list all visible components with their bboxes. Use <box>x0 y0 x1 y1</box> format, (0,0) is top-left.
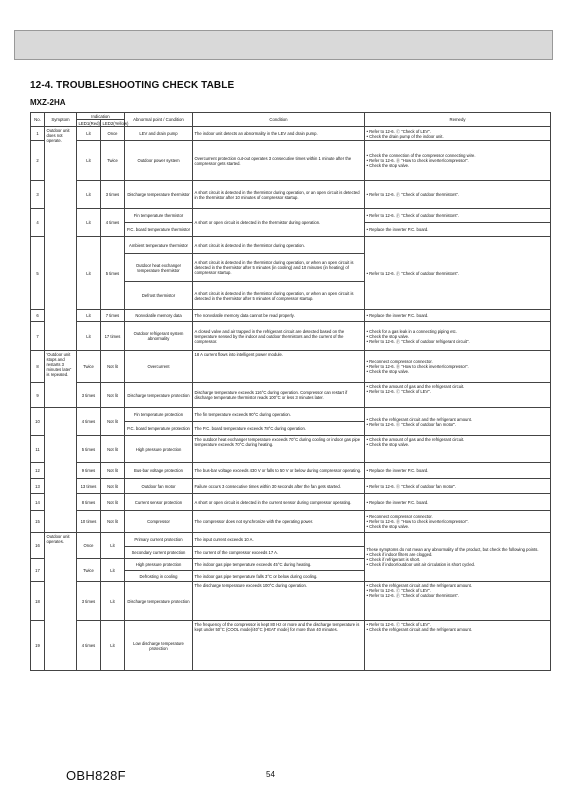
troubleshooting-table <box>30 112 551 671</box>
table-row <box>31 436 551 463</box>
remedy-cell: • Refer to 12-6. Ⓕ "Check of outdoor thermistors". <box>365 181 551 209</box>
led1-cell: Lit <box>77 181 101 209</box>
table-row <box>31 511 551 533</box>
condition-cell: The indoor unit detects an abnormality in the LEV and drain pump. <box>193 127 365 141</box>
abnormal-cell: High pressure protection <box>125 559 193 571</box>
led1-cell: Lit <box>77 322 101 351</box>
abnormal-cell: Defrosting in cooling <box>125 571 193 582</box>
header-led1: LED1(Red) <box>78 120 100 126</box>
table-row <box>31 621 551 671</box>
led1-cell: Lit <box>77 127 101 141</box>
header-condition: Condition <box>193 113 365 127</box>
table-row <box>31 383 551 408</box>
condition-cell: A short or open circuit is detected in the current sensor during compressor operating. <box>193 494 365 511</box>
remedy-cell: • Check the amount of gas and the refrigerant circuit. • Check the stop valve. <box>365 436 551 463</box>
remedy-cell: • Check the amount of gas and the refrigerant circuit. • Refer to 12-6. Ⓒ "Check of LEV". <box>365 383 551 408</box>
led1-cell: 3 times <box>77 582 101 621</box>
condition-cell: The frequency of the compressor is kept 80 Hz or more and the discharge temperature is kept under 50°C (COOL mode)/40°C (HEAT mode) for more than 40 minutes. <box>193 621 365 671</box>
led1-cell: Lit <box>77 209 101 237</box>
abnormal-cell: Low discharge temperature protection <box>125 621 193 671</box>
header-led2: LED2(Yellow) <box>102 120 129 126</box>
condition-cell: The discharge temperature exceeds 100°C during operation. <box>193 582 365 621</box>
remedy-cell: These symptoms do not mean any abnormality of the product, but check the following points. • Check if indoor filters are clogged. • Check if refrigerant is short. • Check if indoor/outdoor unit air circulation is short cycled. <box>365 533 551 582</box>
table-row <box>31 322 551 351</box>
condition-cell: 18 A current flows into intelligent power module. <box>193 351 365 383</box>
condition-cell: Overcurrent protection cut-out operates 3 consecutive times within 1 minute after the compressor gets started. <box>193 141 365 181</box>
remedy-cell: • Refer to 12-6. Ⓒ "Check of LEV". • Check the drain pump of the indoor unit. <box>365 127 551 141</box>
condition-cell: A short circuit is detected in the thermistor during operation, or when an open circuit is detected in the thermistor after 5 minutes of compressor startup. <box>193 282 365 310</box>
remedy-cell: • Refer to 12-6. Ⓖ "Check of outdoor fan motor". <box>365 479 551 494</box>
abnormal-cell: Current sensor protection <box>125 494 193 511</box>
led2-cell: Lit <box>101 621 125 671</box>
abnormal-cell: Overcurrent <box>125 351 193 383</box>
abnormal-cell: Discharge temperature thermistor <box>125 181 193 209</box>
abnormal-cell: Secondary current protection <box>125 547 193 559</box>
table-row <box>31 408 551 422</box>
led2-cell: 4 times <box>101 209 125 237</box>
condition-cell: A short circuit is detected in the thermistor during operation, or an open circuit is detected in the thermistor after 10 minutes of compressor startup. <box>193 181 365 209</box>
remedy-cell: • Check the connection of the compressor connecting wire. • Refer to 12-6. Ⓑ "How to check inverter/compressor". • Check the stop valve. <box>365 141 551 181</box>
led1-cell: 3 times <box>77 383 101 408</box>
led2-cell: Not lit <box>101 436 125 463</box>
table-row <box>31 237 551 254</box>
row-no: 7 <box>31 322 45 351</box>
condition-cell: A short circuit is detected in the thermistor during operation, or when an open circuit is detected in the thermistor after 5 minutes (in cooling) and 10 minutes (in heating) of compressor startup. <box>193 254 365 282</box>
abnormal-cell: Outdoor fan motor <box>125 479 193 494</box>
condition-cell: The indoor gas pipe temperature exceeds 45°C during heating. <box>193 559 365 571</box>
abnormal-cell: Nonvolatile memory data <box>125 310 193 322</box>
row-no: 9 <box>31 383 45 408</box>
row-no: 6 <box>31 310 45 322</box>
row-no: 8 <box>31 351 45 383</box>
led2-cell: Not lit <box>101 408 125 436</box>
condition-cell: The nonvolatile memory data cannot be read properly. <box>193 310 365 322</box>
condition-cell: The indoor gas pipe temperature falls 3°C or below during cooling. <box>193 571 365 582</box>
remedy-cell: • Reconnect compressor connector. • Refer to 12-6. Ⓑ "How to check inverter/compressor". • Check the stop valve. <box>365 351 551 383</box>
abnormal-cell: Fin temperature thermistor <box>125 209 193 223</box>
row-no: 10 <box>31 408 45 436</box>
header-symptom: Symptom <box>45 113 77 127</box>
condition-cell: Discharge temperature exceeds 116°C during operation. Compressor can restart if discharge temperature thermistor reads 100°C or less 3 minutes later. <box>193 383 365 408</box>
abnormal-cell: Ambient temperature thermistor <box>125 237 193 254</box>
row-no: 17 <box>31 559 45 582</box>
row-no: 19 <box>31 621 45 671</box>
abnormal-cell: Primary current protection <box>125 533 193 547</box>
table-row <box>31 310 551 322</box>
remedy-cell: • Replace the inverter P.C. board. <box>365 494 551 511</box>
condition-cell: A short or open circuit is detected in the thermistor during operation. <box>193 209 365 237</box>
led1-cell: 4 times <box>77 408 101 436</box>
led2-cell: 5 times <box>101 237 125 310</box>
model-title: MXZ-2HA <box>30 98 66 107</box>
led1-cell: Lit <box>77 141 101 181</box>
abnormal-cell: P.C. board temperature protection <box>125 422 193 436</box>
header-remedy: Remedy <box>365 113 551 127</box>
symptom-cell: Outdoor unit operates. <box>45 533 77 671</box>
document-code: OBH828F <box>66 768 126 783</box>
table-row <box>31 351 551 383</box>
abnormal-cell: P.C. board temperature thermistor <box>125 223 193 237</box>
condition-cell: A closed valve and air trapped in the refrigerant circuit are detected based on the temperature sensed by the indoor and outdoor thermistors and the current of the compressor. <box>193 322 365 351</box>
led1-cell: Twice <box>77 559 101 582</box>
led2-cell: 17 times <box>101 322 125 351</box>
table-row <box>31 479 551 494</box>
led2-cell: Lit <box>101 582 125 621</box>
table-row <box>31 533 551 547</box>
abnormal-cell: Outdoor power system <box>125 141 193 181</box>
header-band <box>14 30 553 60</box>
abnormal-cell: LEV and drain pump <box>125 127 193 141</box>
condition-cell: The outdoor heat exchanger temperature exceeds 70°C during cooling or indoor gas pipe temperature exceeds 70°C during heating. <box>193 436 365 463</box>
abnormal-cell: Compressor <box>125 511 193 533</box>
row-no: 11 <box>31 436 45 463</box>
row-no: 13 <box>31 479 45 494</box>
symptom-cell: 'Outdoor unit stops and restarts 3 minutes later' is repeated. <box>45 351 77 408</box>
remedy-cell: • Refer to 12-6. Ⓒ "Check of LEV". • Check the refrigerant circuit and the refrigerant amount. <box>365 621 551 671</box>
condition-cell: The bus-bar voltage exceeds 430 V or falls to 50 V or below during compressor operating. <box>193 463 365 479</box>
led2-cell: Not lit <box>101 511 125 533</box>
row-no: 1 <box>31 127 45 141</box>
remedy-cell: • Check the refrigerant circuit and the refrigerant amount. • Refer to 12-6. Ⓖ "Check of outdoor fan motor". <box>365 408 551 436</box>
led1-cell: Once <box>77 533 101 559</box>
table-row <box>31 582 551 621</box>
led2-cell: Lit <box>101 559 125 582</box>
remedy-cell: • Replace the inverter P.C. board. <box>365 223 551 237</box>
condition-cell: The P.C. board temperature exceeds 78°C during operation. <box>193 422 365 436</box>
led1-cell: Twice <box>77 351 101 383</box>
led2-cell: Once <box>101 127 125 141</box>
remedy-cell: • Replace the inverter P.C. board. <box>365 463 551 479</box>
abnormal-cell: Discharge temperature protection <box>125 383 193 408</box>
led2-cell: Not lit <box>101 479 125 494</box>
remedy-cell: • Refer to 12-6. Ⓕ "Check of outdoor thermistors". <box>365 237 551 310</box>
led1-cell: Lit <box>77 310 101 322</box>
symptom-cell-blank <box>45 408 77 533</box>
abnormal-cell: Discharge temperature protection <box>125 582 193 621</box>
led2-cell: Not lit <box>101 383 125 408</box>
row-no: 16 <box>31 533 45 559</box>
row-no: 4 <box>31 209 45 237</box>
remedy-cell: • Reconnect compressor connector. • Refer to 12-6. Ⓑ "How to check inverter/compressor". • Check the stop valve. <box>365 511 551 533</box>
led2-cell: Lit <box>101 533 125 559</box>
abnormal-cell: Fin temperature protection <box>125 408 193 422</box>
condition-cell: The compressor does not synchronize with the operating power. <box>193 511 365 533</box>
header-indication: Indication <box>77 113 125 120</box>
led2-cell: Not lit <box>101 494 125 511</box>
remedy-cell: • Check for a gas leak in a connecting piping etc. • Check the stop valve. • Refer to 12-6. Ⓕ "Check of outdoor refrigerant circuit". <box>365 322 551 351</box>
condition-cell: The fin temperature exceeds 90°C during operation. <box>193 408 365 422</box>
table-row <box>31 141 551 181</box>
remedy-cell: • Replace the inverter P.C. board. <box>365 310 551 322</box>
row-no: 3 <box>31 181 45 209</box>
abnormal-cell: Outdoor refrigerant system abnormality <box>125 322 193 351</box>
led1-cell: 10 times <box>77 511 101 533</box>
row-no: 5 <box>31 237 45 310</box>
symptom-cell: Outdoor unit does not operate. <box>45 127 77 351</box>
led1-cell: 4 times <box>77 621 101 671</box>
abnormal-cell: Defrost thermistor <box>125 282 193 310</box>
table-row <box>31 209 551 223</box>
page-number: 54 <box>266 770 275 779</box>
abnormal-cell: Bus-bar voltage protection <box>125 463 193 479</box>
abnormal-cell: High pressure protection <box>125 436 193 463</box>
remedy-cell: • Refer to 12-6. Ⓕ "Check of outdoor thermistors". <box>365 209 551 223</box>
row-no: 2 <box>31 141 45 181</box>
row-no: 14 <box>31 494 45 511</box>
led2-cell: Not lit <box>101 463 125 479</box>
condition-cell: The current of the compressor exceeds 17 A. <box>193 547 365 559</box>
header-no: No. <box>31 113 45 127</box>
condition-cell: A short circuit is detected in the thermistor during operation. <box>193 237 365 254</box>
row-no: 18 <box>31 582 45 621</box>
table-row <box>31 127 551 141</box>
table-row <box>31 463 551 479</box>
led2-cell: 3 times <box>101 181 125 209</box>
condition-cell: Failure occurs 3 consecutive times within 30 seconds after the fan gets started. <box>193 479 365 494</box>
abnormal-cell: Outdoor heat exchanger temperature thermistor <box>125 254 193 282</box>
led1-cell: 8 times <box>77 494 101 511</box>
remedy-cell: • Check the refrigerant circuit and the refrigerant amount. • Refer to 12-6. Ⓒ "Check of LEV". • Refer to 12-6. Ⓕ "Check of outdoor thermistors". <box>365 582 551 621</box>
led1-cell: Lit <box>77 237 101 310</box>
row-no: 12 <box>31 463 45 479</box>
led2-cell: Twice <box>101 141 125 181</box>
led1-cell: 5 times <box>77 436 101 463</box>
led2-cell: Not lit <box>101 351 125 383</box>
section-title: 12-4. TROUBLESHOOTING CHECK TABLE <box>30 80 235 91</box>
condition-cell: The input current exceeds 10 A. <box>193 533 365 547</box>
led1-cell: 13 times <box>77 479 101 494</box>
row-no: 15 <box>31 511 45 533</box>
table-row <box>31 181 551 209</box>
led1-cell: 9 times <box>77 463 101 479</box>
header-abnormal: Abnormal point / Condition <box>125 113 193 127</box>
table-row <box>31 494 551 511</box>
led2-cell: 7 times <box>101 310 125 322</box>
